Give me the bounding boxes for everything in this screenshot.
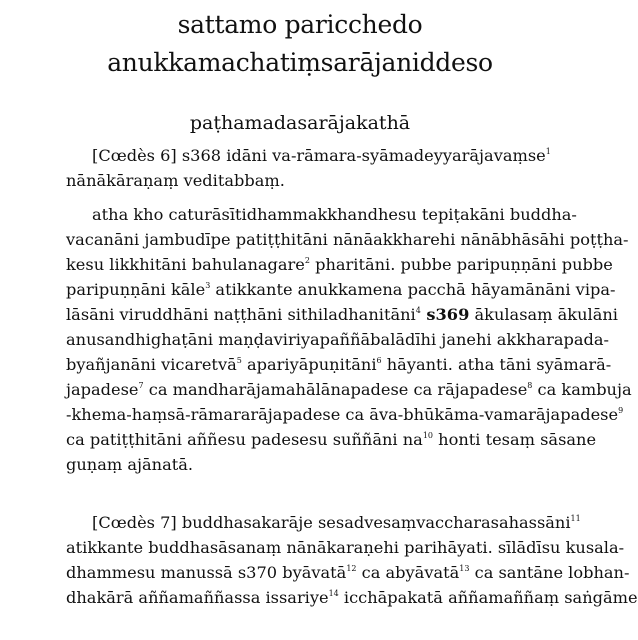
- text-segment: ca abyāvatā: [356, 563, 460, 582]
- text-line: [66, 277, 616, 302]
- footnote-marker: 14: [328, 588, 339, 598]
- text-segment: -khema-haṃsā-rāmararājapadese ca āva-bhūkāma-vamarājapadese: [66, 405, 619, 424]
- text-segment: japadese: [66, 380, 139, 399]
- footnote-marker: 7: [138, 380, 144, 390]
- text-segment: icchāpakatā aññamaññaṃ saṅgāme: [338, 588, 638, 607]
- text-segment: vacanāni jambudīpe patiṭṭhitāni nānāakkharehi nānābhāsāhi poṭṭha-: [66, 230, 629, 249]
- paragraph-1: [66, 143, 551, 193]
- footnote-marker: 2: [304, 255, 310, 265]
- text-segment: atikkante anukkamena pacchā hāyamānāni vipa-: [210, 280, 616, 299]
- footnote-marker: 12: [346, 563, 357, 573]
- page-reference: s369: [420, 305, 470, 324]
- footnote-marker: 9: [618, 405, 624, 415]
- text-line: [66, 402, 624, 427]
- text-segment: lāsāni viruddhāni naṭṭhāni sithiladhanitāni: [66, 305, 416, 324]
- text-segment: nānākāraṇaṃ veditabbaṃ.: [66, 171, 285, 190]
- text-line: [66, 452, 534, 477]
- footnote-marker: 10: [422, 430, 434, 440]
- text-segment: ca patiṭṭhitāni aññesu padesesu suññāni na: [66, 430, 423, 449]
- footnote-marker: 5: [236, 355, 242, 365]
- footnote-marker: 4: [415, 305, 421, 315]
- text-segment: ākulasaṃ ākulāni: [469, 305, 618, 324]
- text-line: [66, 585, 638, 610]
- text-segment: kesu likkhitāni bahulanagare: [66, 255, 305, 274]
- text-line: [66, 377, 632, 402]
- text-segment: anusandhighaṭāni maṇḍaviriyapaññābalādīhi janehi akkharapada-: [66, 330, 609, 349]
- text-segment: hāyanti. atha tāni syāmarā-: [381, 355, 612, 374]
- text-segment: ca kambuja: [532, 380, 632, 399]
- text-line: [66, 227, 629, 252]
- footnote-marker: 1: [545, 146, 551, 156]
- text-line: [66, 427, 597, 452]
- text-segment: guṇaṃ ajānatā.: [66, 455, 194, 474]
- text-segment: apariyāpuṇitāni: [241, 355, 377, 374]
- footnote-marker: 13: [459, 563, 470, 573]
- text-segment: honti tesaṃ sāsane: [433, 430, 597, 449]
- text-line: [66, 252, 613, 277]
- footnote-marker: 6: [376, 355, 382, 365]
- section-heading: paṭhamadasarājakathā: [189, 112, 411, 134]
- text-line: [66, 168, 534, 193]
- text-line: [66, 510, 581, 535]
- footnote-marker: 11: [570, 513, 581, 523]
- paragraph-3: [66, 510, 638, 610]
- footnote-marker: 3: [205, 280, 211, 290]
- text-segment: dhakārā aññamaññassa issariye: [66, 588, 329, 607]
- text-segment: [Cœdès 7] buddhasakarāje sesadvesaṃvaccharasahassāni: [92, 513, 571, 532]
- text-segment: atha kho caturāsītidhammakkhandhesu tepiṭakāni buddha-: [92, 205, 577, 224]
- text-line: [66, 535, 625, 560]
- chapter-title: sattamo paricchedo: [177, 10, 423, 39]
- text-line: [66, 302, 618, 327]
- text-line: [66, 352, 612, 377]
- text-line: [66, 327, 609, 352]
- text-segment: dhammesu manussā s370 byāvatā: [66, 563, 347, 582]
- chapter-subtitle-heading: anukkamachatiṃsarājaniddeso: [107, 48, 493, 77]
- text-segment: pharitāni. pubbe paripuṇṇāni pubbe: [309, 255, 613, 274]
- footnote-marker: 8: [527, 380, 533, 390]
- text-segment: paripuṇṇāni kāle: [66, 280, 206, 299]
- paragraph-2: [66, 202, 632, 477]
- text-segment: ca santāne lobhan-: [469, 563, 630, 582]
- text-line: [66, 202, 577, 227]
- text-line: [66, 143, 551, 168]
- text-segment: atikkante buddhasāsanaṃ nānākaraṇehi parihāyati. sīlādīsu kusala-: [66, 538, 625, 557]
- text-segment: [Cœdès 6] s368 idāni va-rāmara-syāmadeyyarājavaṃse: [92, 146, 546, 165]
- text-segment: byañjanāni vicaretvā: [66, 355, 237, 374]
- text-segment: ca mandharājamahālānapadese ca rājapadese: [143, 380, 528, 399]
- text-line: [66, 560, 630, 585]
